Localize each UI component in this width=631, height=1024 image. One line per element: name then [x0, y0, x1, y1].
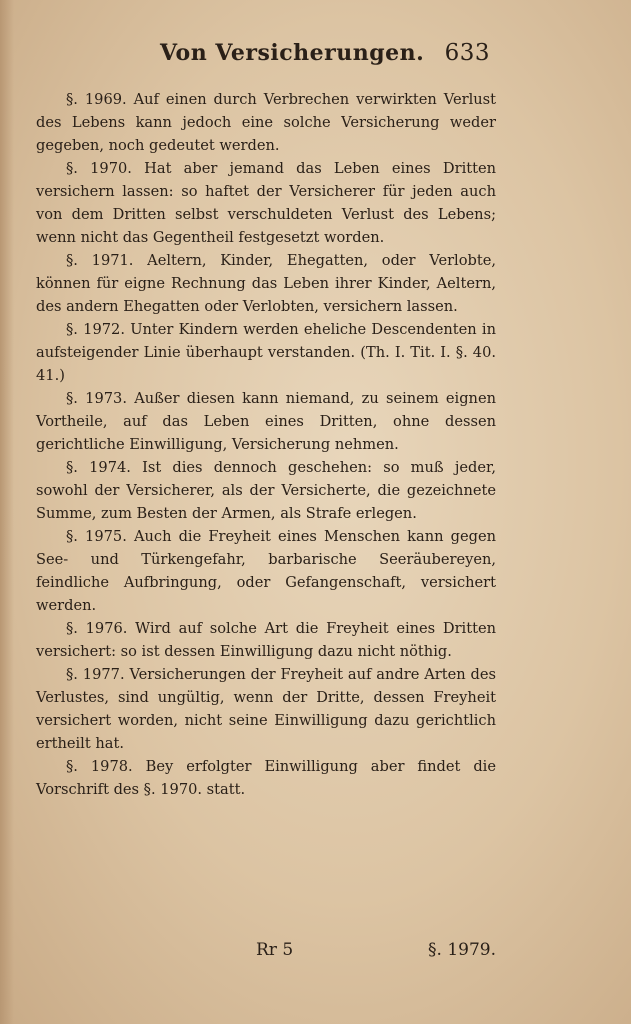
page-footer [36, 940, 496, 970]
paragraph-1973: §. 1973. Außer diesen kann niemand, zu seinem eignen Vortheile, auf das Leben eines Dritten, ohne dessen gerichtliche Einwilligung, Versicherung nehmen. [36, 390, 496, 453]
page-number: 633 [444, 40, 490, 66]
paragraph-1969: §. 1969. Auf einen durch Verbrechen verwirkten Verlust des Lebens kann jedoch eine solche Versicherung weder gegeben, noch gedeutet werden. [36, 91, 496, 154]
paragraph-1970: §. 1970. Hat aber jemand das Leben eines Dritten versichern lassen: so haftet der Versicherer für jeden auch von dem Dritten selbst verschuldeten Verlust des Lebens; wenn nicht das Gegentheil festgesetzt worden. [36, 160, 496, 246]
signature-mark: Rr 5 [256, 940, 294, 960]
paragraph-1972: §. 1972. Unter Kindern werden eheliche Descendenten in aufsteigender Linie überhaupt verstanden. (Th. I. Tit. I. §. 40. 41.) [36, 321, 496, 384]
paragraph-1978: §. 1978. Bey erfolgter Einwilligung aber findet die Vorschrift des §. 1970. statt. [36, 758, 496, 798]
page-edge-shadow [0, 0, 14, 1024]
body-text [36, 88, 496, 801]
paragraph-1975: §. 1975. Auch die Freyheit eines Menschen kann gegen See- und Türkengefahr, barbarische Seeräubereyen, feindliche Aufbringung, oder Gefangenschaft, versichert werden. [36, 528, 496, 614]
running-title: Von Versicherungen. [160, 40, 425, 66]
paragraph-1971: §. 1971. Aeltern, Kinder, Ehegatten, oder Verlobte, können für eigne Rechnung das Leben ihrer Kinder, Aeltern, des andern Ehegatten oder Verlobten, versichern lassen. [36, 252, 496, 315]
paragraph-1976: §. 1976. Wird auf solche Art die Freyheit eines Dritten versichert: so ist dessen Einwilligung dazu nicht nöthig. [36, 620, 496, 660]
page-header [160, 40, 490, 76]
paragraph-1974: §. 1974. Ist dies dennoch geschehen: so muß jeder, sowohl der Versicherer, als der Versicherte, die gezeichnete Summe, zum Besten der Armen, als Strafe erlegen. [36, 459, 496, 522]
paragraph-1977: §. 1977. Versicherungen der Freyheit auf andre Arten des Verlustes, sind ungültig, wenn der Dritte, dessen Freyheit versichert worden, nicht seine Einwilligung dazu gerichtlich ertheilt hat. [36, 666, 496, 752]
catchword: §. 1979. [428, 940, 496, 960]
